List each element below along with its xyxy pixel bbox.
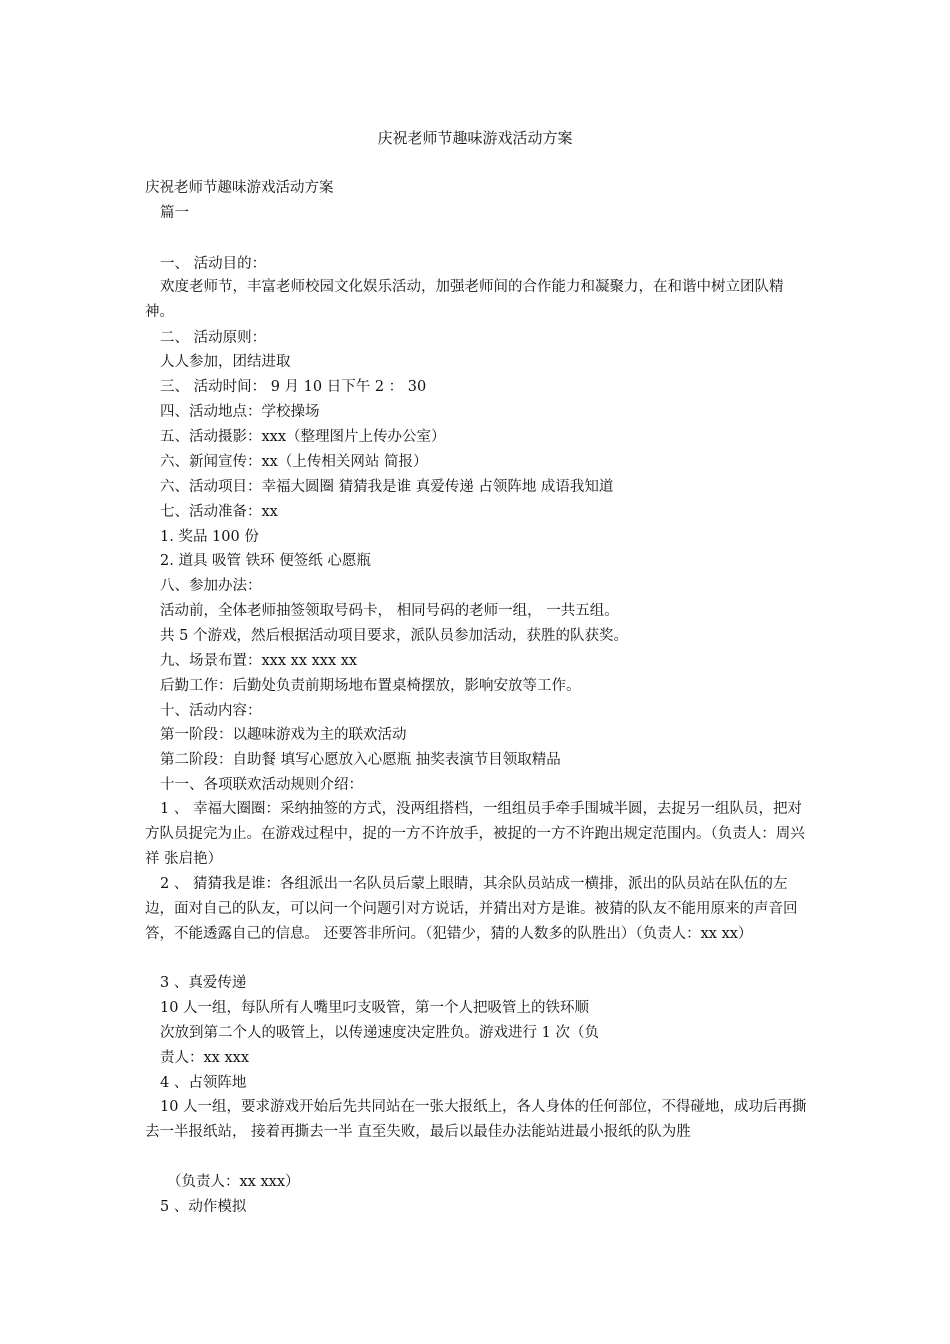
paragraph xyxy=(145,872,807,946)
paragraph-text: 1 、 幸福大圈圈：采纳抽签的方式，没两组搭档，一组组员手牵手围城半圆，去捉另一组队员，把对方队员捉完为止。在游戏过程中，捉的一方不许放手，被捉的一方不许跑出规定范围内。（负责人：周兴祥 张启艳） xyxy=(145,801,805,867)
paragraph xyxy=(145,275,807,325)
paragraph-text: 欢度老师节，丰富老师校园文化娱乐活动，加强老师间的合作能力和凝聚力，在和谐中树立团队精神。 xyxy=(145,279,784,320)
subsection-heading: 4 、占领阵地 xyxy=(160,1075,247,1091)
list-item: 2. 道具 吸管 铁环 便签纸 心愿瓶 xyxy=(160,553,371,569)
text-line: （负责人：xx xxx） xyxy=(167,1174,300,1190)
text-line: 责人：xx xxx xyxy=(160,1050,249,1066)
section-heading: 六、活动项目：幸福大圆圈 猜猜我是谁 真爱传递 占领阵地 成语我知道 xyxy=(160,479,614,495)
text-line: 共 5 个游戏，然后根据活动项目要求，派队员参加活动，获胜的队获奖。 xyxy=(160,628,628,644)
subsection-heading: 3 、真爱传递 xyxy=(160,975,247,991)
section-heading: 二、 活动原则： xyxy=(160,330,267,346)
list-item: 1. 奖品 100 份 xyxy=(160,529,259,545)
section-heading: 十一、各项联欢活动规则介绍： xyxy=(160,777,363,793)
text-line: 次放到第二个人的吸管上，以传递速度决定胜负。游戏进行 1 次（负 xyxy=(160,1025,599,1041)
part-label: 篇一 xyxy=(160,205,189,221)
text-line: 第一阶段：以趣味游戏为主的联欢活动 xyxy=(160,727,407,743)
text-line: 后勤工作：后勤处负责前期场地布置桌椅摆放，影响安放等工作。 xyxy=(160,678,581,694)
section-heading: 四、活动地点：学校操场 xyxy=(160,404,320,420)
subsection-heading: 5 、动作模拟 xyxy=(160,1199,247,1215)
subtitle: 庆祝老师节趣味游戏活动方案 xyxy=(145,180,334,196)
text-line: 人人参加，团结进取 xyxy=(160,354,291,370)
paragraph-text: 2 、 猜猜我是谁：各组派出一名队员后蒙上眼睛，其余队员站成一横排，派出的队员站在队伍的左边，面对自己的队友，可以问一个问题引对方说话，并猜出对方是谁。被猜的队友不能用原来的声音回答，不能透露自己的信息。 还要答非所问。（犯错少，猜的人数多的队胜出）（负责人：xx xx） xyxy=(145,876,798,942)
section-heading: 六、新闻宣传：xx（上传相关网站 简报） xyxy=(160,454,428,470)
document-title: 庆祝老师节趣味游戏活动方案 xyxy=(377,129,573,147)
section-heading: 九、场景布置：xxx xx xxx xx xyxy=(160,653,358,669)
text-line: 活动前，全体老师抽签领取号码卡， 相同号码的老师一组， 一共五组。 xyxy=(160,603,619,619)
section-heading: 七、活动准备：xx xyxy=(160,504,278,520)
section-heading: 五、活动摄影：xxx（整理图片上传办公室） xyxy=(160,429,446,445)
section-heading: 一、 活动目的： xyxy=(160,256,267,272)
paragraph-text: 10 人一组，要求游戏开始后先共同站在一张大报纸上，各人身体的任何部位，不得碰地，成功后再撕去一半报纸站， 接着再撕去一半 直至失败，最后以最佳办法能站进最小报纸的队为胜 xyxy=(145,1099,807,1140)
section-heading: 八、参加办法： xyxy=(160,578,262,594)
text-line: 10 人一组，每队所有人嘴里叼支吸管，第一个人把吸管上的铁环顺 xyxy=(160,1000,590,1016)
section-heading: 三、 活动时间： 9 月 10 日下午 2 ： 30 xyxy=(160,379,427,395)
text-line: 第二阶段：自助餐 填写心愿放入心愿瓶 抽奖表演节目领取精品 xyxy=(160,752,561,768)
paragraph xyxy=(145,797,807,871)
section-heading: 十、活动内容： xyxy=(160,703,262,719)
paragraph xyxy=(145,1095,807,1145)
